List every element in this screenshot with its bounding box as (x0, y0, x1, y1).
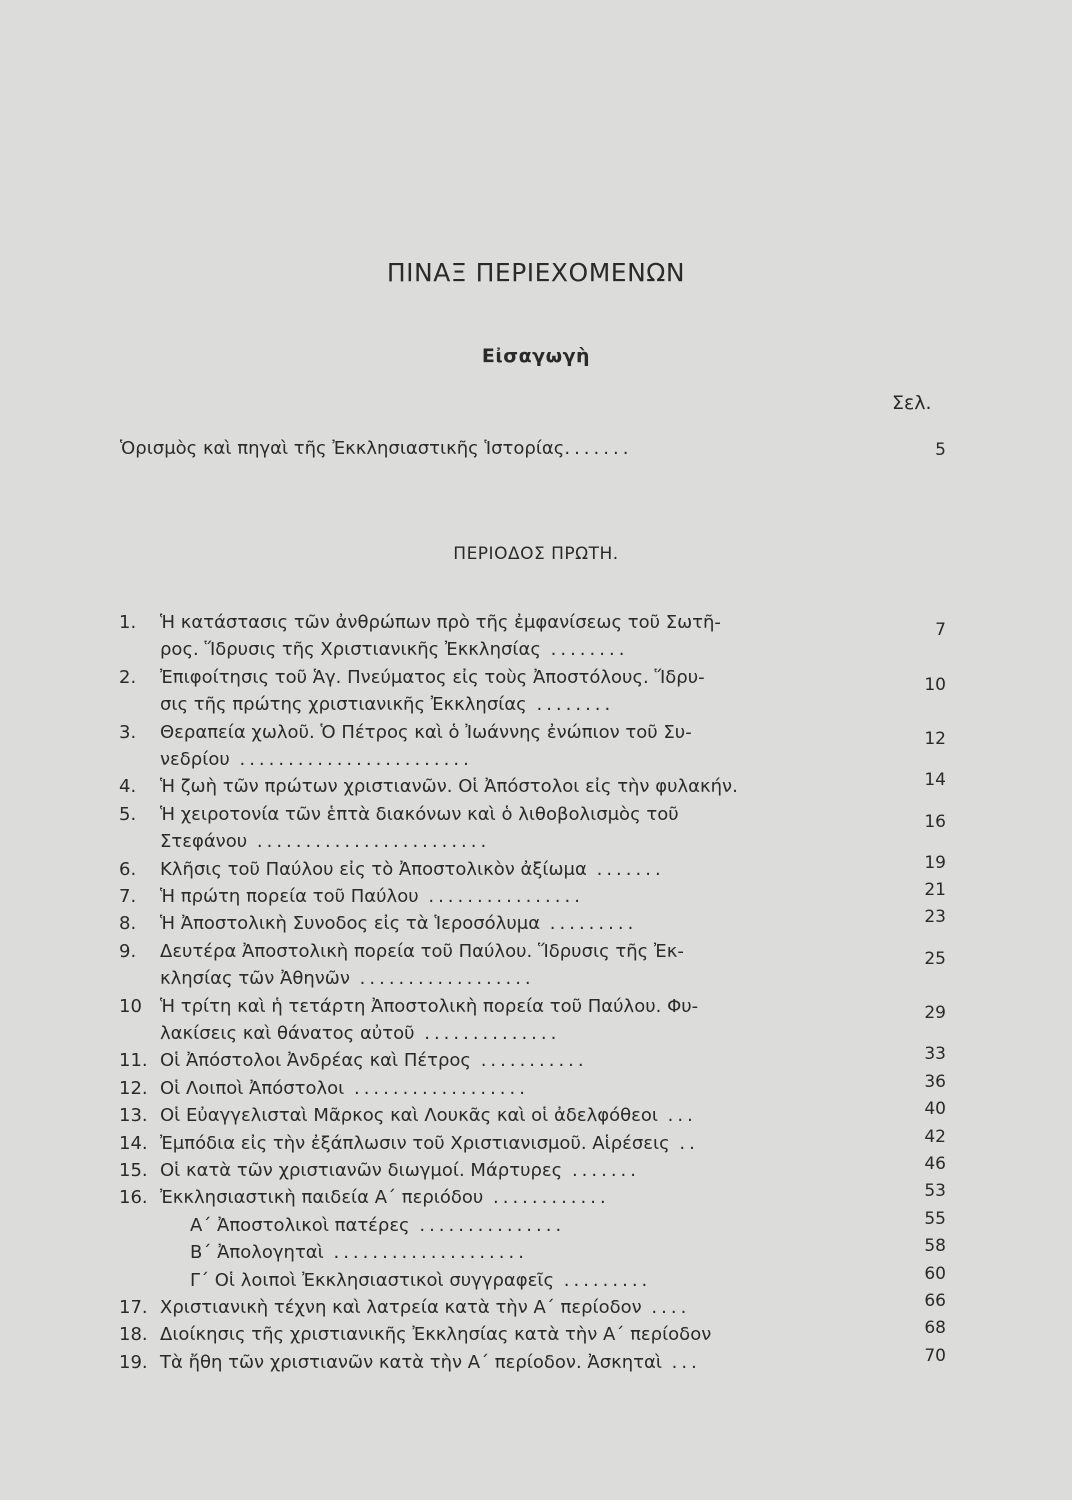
toc-entry-text: Ἡ Ἀποστολικὴ Συνοδος εἰς τὰ Ἱεροσόλυμα ......... (160, 913, 638, 935)
toc-entry-page: 21 (924, 880, 946, 900)
toc-entry-text: Ἐμπόδια εἰς τὴν ἐξάπλωσιν τοῦ Χριστιανισμοῦ. Αἱρέσεις .. (160, 1132, 699, 1154)
toc-entry-page: 68 (924, 1318, 946, 1339)
toc-entry-text: ρος. Ἵδρυσις τῆς Χριστιανικῆς Ἐκκλησίας ........ (160, 639, 629, 661)
toc-entry-page: 46 (924, 1154, 946, 1174)
toc-leader-dots: ....... (586, 858, 665, 880)
toc-leader-dots: ............... (409, 1214, 566, 1236)
toc-entry-text: Στεφάνου ........................ (160, 831, 491, 853)
toc-leader-dots: .... (641, 1297, 691, 1318)
toc-entry-number: 16. (119, 1187, 148, 1209)
toc-entry-number: 11. (119, 1050, 148, 1072)
toc-leader-dots: .................. (349, 968, 535, 990)
toc-entry-text: κλησίας τῶν Ἀθηνῶν .................. (160, 968, 535, 990)
toc-entry-continuation (0, 694, 1072, 724)
toc-entry-page: 14 (924, 770, 946, 791)
toc-entry-text: Ἡ τρίτη καὶ ἡ τετάρτη Ἀποστολικὴ πορεία τοῦ Παύλου. Φυ- (160, 995, 699, 1017)
toc-entry-number: 5. (119, 803, 137, 825)
page-column-label: Σελ. (892, 392, 932, 414)
toc-entry-page: 23 (924, 907, 946, 928)
toc-entry-text: Ἐπιφοίτησις τοῦ Ἁγ. Πνεύματος εἰς τοὺς Ἀποστόλους. Ἵδρυ- (160, 666, 705, 688)
toc-leader-dots: ........................ (229, 749, 473, 770)
toc-leader-dots: ......... (540, 913, 638, 935)
toc-entry-text: Οἱ Ἀπόστολοι Ἀνδρέας καὶ Πέτρος ........... (160, 1050, 588, 1072)
toc-leader-dots: ........ (526, 694, 615, 716)
toc-entry-continuation (0, 968, 1072, 998)
page-title: ΠΙΝΑΞ ΠΕΡΙΕΧΟΜΕΝΩΝ (386, 258, 686, 287)
toc-entry-page: 60 (924, 1263, 946, 1284)
toc-entry-number: 10 (119, 995, 142, 1017)
toc-entry-text: Οἱ κατὰ τῶν χριστιανῶν διωγμοί. Μάρτυρες ....... (160, 1160, 640, 1181)
toc-entry-page: 55 (924, 1208, 946, 1229)
toc-entry-number: 2. (119, 666, 137, 688)
toc-entry-text: Οἱ Εὐαγγελισταὶ Μᾶρκος καὶ Λουκᾶς καὶ οἱ ἀδελφόθεοι ... (160, 1105, 697, 1127)
toc-entry-page: 25 (924, 948, 946, 969)
toc-entry-page: 5 (935, 440, 946, 460)
toc-entry-text: Ἡ ζωὴ τῶν πρώτων χριστιανῶν. Οἱ Ἀπόστολοι εἰς τὴν φυλακήν. (160, 776, 738, 798)
toc-entry-number: 9. (119, 940, 137, 962)
toc-entry-page: 58 (924, 1236, 946, 1257)
toc-entry-page: 19 (924, 852, 946, 873)
toc-entry-page: 36 (924, 1071, 946, 1092)
toc-entry-page: 33 (924, 1044, 946, 1065)
toc-entry-text: Τὰ ἤθη τῶν χριστιανῶν κατὰ τὴν Α΄ περίοδον. Ἀσκηταὶ ... (160, 1351, 701, 1373)
toc-entry-page: 10 (924, 674, 946, 695)
toc-entry-text: σις τῆς πρώτης χριστιανικῆς Ἐκκλησίας ........ (160, 694, 615, 716)
toc-entry-number: 18. (119, 1324, 148, 1346)
toc-entry-continuation (0, 639, 1072, 669)
toc-entry-text: λακίσεις καὶ θάνατος αὐτοῦ .............. (160, 1023, 561, 1044)
toc-leader-dots: ........................ (247, 831, 491, 853)
toc-leader-dots: ........... (470, 1050, 588, 1072)
toc-entry-number: 12. (119, 1077, 148, 1099)
toc-entry-text: Δευτέρα Ἀποστολικὴ πορεία τοῦ Παύλου. Ἵδρυσις τῆς Ἐκ- (160, 940, 684, 962)
toc-leader-dots: .................. (344, 1077, 529, 1099)
toc-entry-text: Β΄ Ἀπολογηταὶ .................... (190, 1242, 528, 1264)
toc-leader-dots: ............ (483, 1187, 610, 1209)
toc-entry-text: Οἱ Λοιποὶ Ἀπόστολοι .................. (160, 1077, 529, 1099)
toc-entry-text: Ὁρισμὸς καὶ πηγαὶ τῆς Ἐκκλησιαστικῆς Ἱστορίας....... (120, 438, 633, 459)
toc-entry-text: Κλῆσις τοῦ Παύλου εἰς τὸ Ἀποστολικὸν ἀξίωμα ....... (160, 858, 665, 880)
toc-entry-page: 53 (924, 1181, 946, 1202)
toc-entry-number: 17. (119, 1297, 148, 1318)
toc-leader-dots: .............. (414, 1023, 561, 1044)
toc-entry-text: Ἡ χειροτονία τῶν ἑπτὰ διακόνων καὶ ὁ λιθοβολισμὸς τοῦ (160, 803, 679, 825)
toc-entry-text: Ἡ κατάστασις τῶν ἀνθρώπων πρὸ τῆς ἐμφανίσεως τοῦ Σωτῆ- (160, 612, 721, 633)
toc-leader-dots: ....... (562, 1160, 640, 1181)
toc-entry-text: Ἡ πρώτη πορεία τοῦ Παύλου ................ (160, 886, 584, 907)
toc-entry-number: 19. (119, 1351, 148, 1373)
toc-leader-dots: ................ (418, 886, 584, 907)
toc-entry-page: 70 (924, 1345, 946, 1366)
toc-entry-page: 66 (924, 1291, 946, 1311)
toc-entry-text: νεδρίου ........................ (160, 749, 473, 770)
toc-entry-number: 3. (119, 721, 137, 743)
intro-heading: Εἰσαγωγὴ (481, 345, 591, 367)
toc-entry-number: 13. (119, 1105, 148, 1127)
toc-entry-page: 42 (924, 1126, 946, 1147)
toc-entry-number: 14. (119, 1132, 148, 1154)
toc-leader-dots: ... (661, 1351, 701, 1373)
toc-leader-dots: ........ (540, 639, 629, 661)
toc-entry-page: 29 (924, 1003, 946, 1024)
toc-leader-dots: .. (669, 1132, 699, 1154)
toc-entry-text: Χριστιανικὴ τέχνη καὶ λατρεία κατὰ τὴν Α΄ περίοδον .... (160, 1297, 691, 1318)
toc-entry-number: 15. (119, 1160, 148, 1181)
toc-entry-number: 1. (119, 612, 137, 633)
toc-entry-page: 12 (924, 729, 946, 750)
toc-entry-text: Γ΄ Οἱ λοιποὶ Ἐκκλησιαστικοὶ συγγραφεῖς ......... (190, 1269, 652, 1291)
toc-entry-number: 7. (119, 886, 137, 907)
toc-entry-text: Α΄ Ἀποστολικοὶ πατέρες ............... (190, 1214, 566, 1236)
toc-leader-dots: ... (657, 1105, 697, 1127)
toc-entry-number: 8. (119, 913, 137, 935)
toc-entry-page: 7 (935, 619, 946, 640)
toc-entry-text: Ἐκκλησιαστικὴ παιδεία Α΄ περιόδου ............ (160, 1187, 610, 1209)
toc-entry-number: 4. (119, 776, 137, 798)
toc-entry-page: 40 (924, 1099, 946, 1120)
toc-entry-number: 6. (119, 858, 137, 880)
toc-entry-text: Θεραπεία χωλοῦ. Ὁ Πέτρος καὶ ὁ Ἰωάννης ἐνώπιον τοῦ Συ- (160, 721, 692, 743)
toc-entry-text: Διοίκησις τῆς χριστιανικῆς Ἐκκλησίας κατὰ τὴν Α΄ περίοδον (160, 1324, 712, 1346)
toc-leader-dots: .................... (323, 1242, 528, 1264)
toc-entry-page: 16 (924, 811, 946, 832)
period-heading: ΠΕΡΙΟΔΟΣ ΠΡΩΤΗ. (453, 544, 619, 564)
toc-leader-dots: ......... (554, 1269, 652, 1291)
